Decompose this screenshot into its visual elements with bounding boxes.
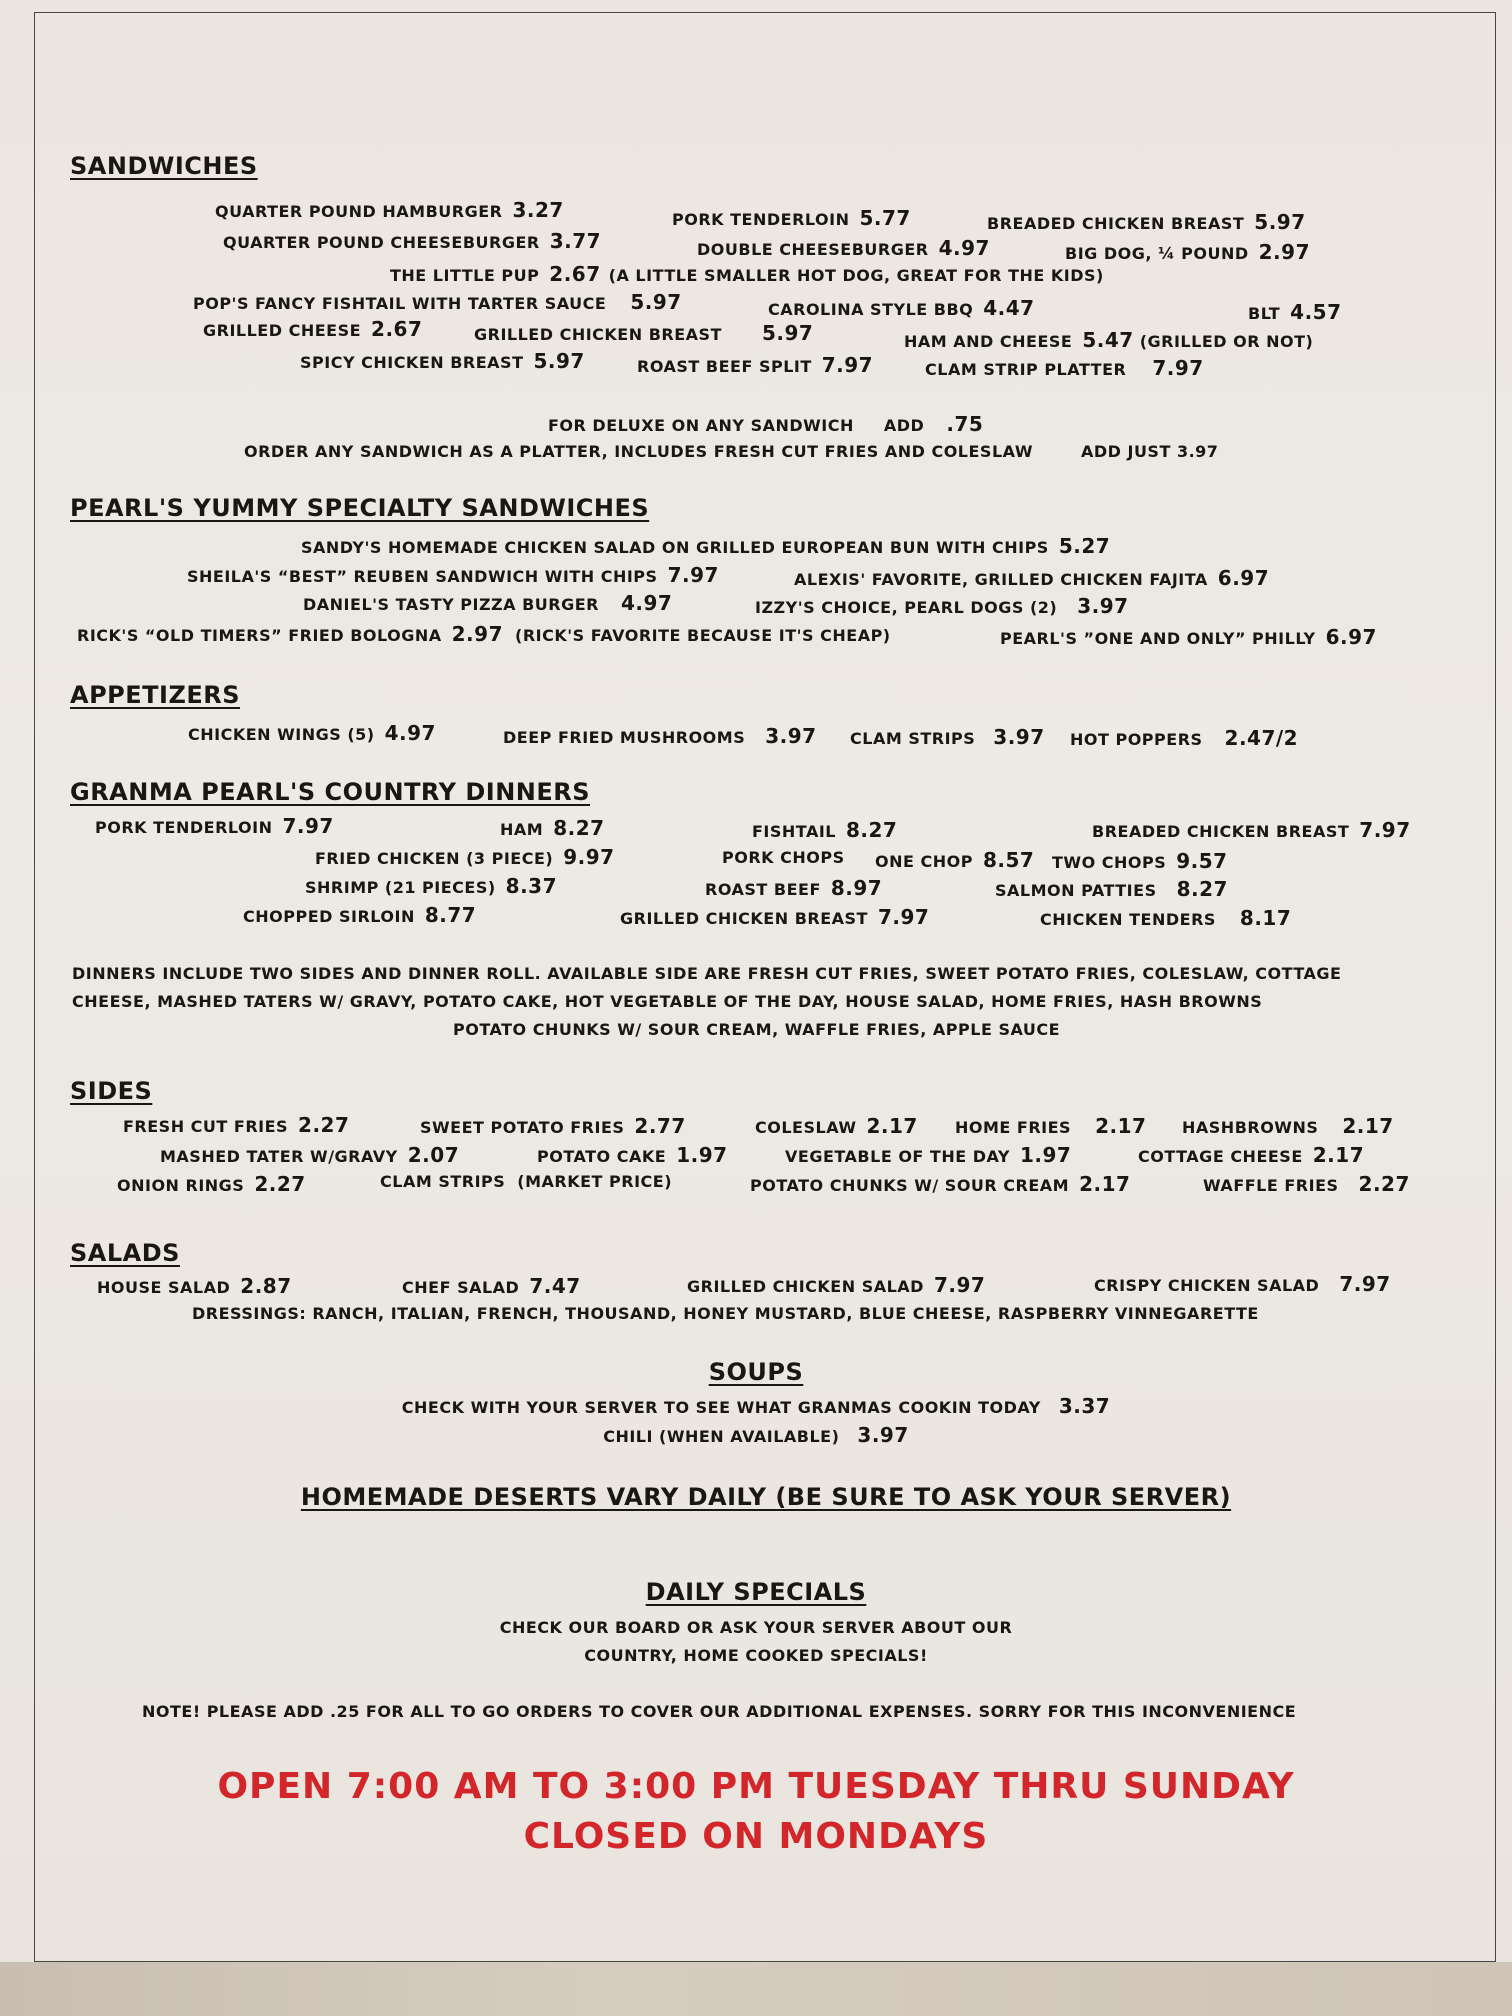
item-name: POTATO CHUNKS W/ SOUR CREAM xyxy=(750,1176,1070,1195)
item-price: 2.27 xyxy=(254,1172,306,1196)
deserts-heading: HOMEMADE DESERTS VARY DAILY (BE SURE TO ASK YOUR SERVER) xyxy=(300,1483,1232,1511)
item-price: 2.97 xyxy=(451,622,503,646)
item-name: SHRIMP (21 PIECES) xyxy=(305,878,496,897)
menu-item xyxy=(687,1273,985,1297)
item-name: POP'S FANCY FISHTAIL WITH TARTER SAUCE xyxy=(193,294,607,313)
menu-item xyxy=(697,236,990,260)
menu-item xyxy=(750,1172,1130,1196)
item-name: ALEXIS' FAVORITE, GRILLED CHICKEN FAJITA xyxy=(794,570,1208,589)
to-go-note xyxy=(142,1702,1296,1722)
item-price: 2.67 xyxy=(371,317,423,341)
soup-text: CHILI (WHEN AVAILABLE) xyxy=(603,1427,840,1446)
item-name: CHICKEN WINGS (5) xyxy=(188,725,375,744)
specialty-heading: PEARL'S YUMMY SPECIALTY SANDWICHES xyxy=(70,494,650,522)
menu-item xyxy=(537,1143,728,1167)
item-name: POTATO CAKE xyxy=(537,1147,667,1166)
item-name: SPICY CHICKEN BREAST xyxy=(300,353,524,372)
item-name: BLT xyxy=(1248,304,1281,323)
item-name: BREADED CHICKEN BREAST xyxy=(1092,822,1350,841)
item-price: 8.27 xyxy=(846,818,898,842)
item-name: CAROLINA STYLE BBQ xyxy=(768,300,974,319)
dinner-note-text: DINNERS INCLUDE TWO SIDES AND DINNER ROLL. AVAILABLE SIDE ARE FRESH CUT FRIES, SWEET POTATO FRIES, COLESLAW, COTTAGE xyxy=(72,964,1342,983)
deluxe-line xyxy=(548,412,983,436)
menu-item xyxy=(722,848,845,868)
menu-item xyxy=(955,1114,1146,1138)
item-name: QUARTER POUND HAMBURGER xyxy=(215,202,503,221)
sandwiches-heading: SANDWICHES xyxy=(70,152,258,180)
item-price: 1.97 xyxy=(1019,1143,1072,1167)
item-price: 2.87 xyxy=(240,1274,292,1298)
item-name: THE LITTLE PUP xyxy=(390,266,540,285)
item-name: SALMON PATTIES xyxy=(995,881,1157,900)
item-price: 2.47/2 xyxy=(1224,726,1299,750)
item-price: (MARKET PRICE) xyxy=(517,1172,673,1191)
item-name: DANIEL'S TASTY PIZZA BURGER xyxy=(303,595,599,614)
item-name: PORK TENDERLOIN xyxy=(672,210,850,229)
menu-item xyxy=(193,290,682,314)
dinners-heading: GRANMA PEARL'S COUNTRY DINNERS xyxy=(70,778,591,806)
menu-item xyxy=(1000,625,1377,649)
item-price: 7.47 xyxy=(529,1274,581,1298)
platter-line xyxy=(244,442,1218,462)
item-name: FRESH CUT FRIES xyxy=(123,1117,289,1136)
item-name: GRILLED CHICKEN SALAD xyxy=(687,1277,924,1296)
item-price: 2.17 xyxy=(1095,1114,1147,1138)
item-name: FISHTAIL xyxy=(752,822,836,841)
item-price: 7.97 xyxy=(877,905,930,929)
item-name: WAFFLE FRIES xyxy=(1203,1176,1339,1195)
menu-item xyxy=(1092,818,1411,842)
menu-item xyxy=(752,818,897,842)
item-name: CLAM STRIP PLATTER xyxy=(925,360,1127,379)
item-name: HASHBROWNS xyxy=(1182,1118,1319,1137)
item-price: 4.47 xyxy=(983,296,1035,320)
item-name: ROAST BEEF SPLIT xyxy=(637,357,812,376)
item-price: 2.17 xyxy=(1342,1114,1394,1138)
item-price: 9.97 xyxy=(563,845,615,869)
menu-item xyxy=(420,1114,686,1138)
menu-item xyxy=(301,534,1110,558)
menu-item xyxy=(474,321,813,345)
menu-item xyxy=(785,1143,1071,1167)
dinner-note-line xyxy=(72,964,1341,984)
item-price: 5.97 xyxy=(533,349,585,373)
menu-item xyxy=(390,262,1104,286)
item-name: COLESLAW xyxy=(755,1118,857,1137)
item-price: 2.67 xyxy=(549,262,601,286)
menu-item xyxy=(1248,300,1342,324)
menu-item xyxy=(925,356,1204,380)
item-price: 8.17 xyxy=(1239,906,1292,930)
item-price: 6.97 xyxy=(1325,625,1377,649)
item-price: 3.27 xyxy=(512,198,564,222)
daily-specials-line: CHECK OUR BOARD OR ASK YOUR SERVER ABOUT OUR xyxy=(499,1618,1013,1637)
item-name: ONE CHOP xyxy=(875,852,973,871)
menu-item xyxy=(705,876,882,900)
item-name: BREADED CHICKEN BREAST xyxy=(987,214,1245,233)
item-price: 2.07 xyxy=(407,1143,460,1167)
item-price: 5.77 xyxy=(859,206,911,230)
menu-item xyxy=(794,566,1269,590)
deluxe-text: FOR DELUXE ON ANY SANDWICH xyxy=(548,416,854,435)
dinner-note-text: CHEESE, MASHED TATERS W/ GRAVY, POTATO CAKE, HOT VEGETABLE OF THE DAY, HOUSE SALAD, HOME FRIES, HASH BROWNS xyxy=(72,992,1263,1011)
item-price: 2.17 xyxy=(866,1114,918,1138)
item-price: 7.97 xyxy=(1152,356,1204,380)
dinner-note-text: POTATO CHUNKS W/ SOUR CREAM, WAFFLE FRIES, APPLE SAUCE xyxy=(453,1020,1061,1039)
item-note: (A LITTLE SMALLER HOT DOG, GREAT FOR THE KIDS) xyxy=(608,266,1104,285)
menu-item xyxy=(160,1143,459,1167)
item-name: GRILLED CHICKEN BREAST xyxy=(474,325,722,344)
item-price: 9.57 xyxy=(1176,849,1228,873)
item-price: 8.27 xyxy=(553,816,605,840)
menu-item xyxy=(1052,849,1228,873)
item-name: CRISPY CHICKEN SALAD xyxy=(1094,1276,1320,1295)
item-price: 8.27 xyxy=(1176,877,1228,901)
item-price: 7.97 xyxy=(282,814,334,838)
item-name: CHOPPED SIRLOIN xyxy=(243,907,415,926)
menu-item xyxy=(503,724,817,748)
menu-item xyxy=(123,1113,349,1137)
soups-heading: SOUPS xyxy=(708,1358,804,1386)
hours-closed: CLOSED ON MONDAYS xyxy=(523,1816,989,1857)
menu-item xyxy=(755,1114,918,1138)
menu-item xyxy=(117,1172,306,1196)
item-name: HAM AND CHEESE xyxy=(904,332,1073,351)
item-price: 5.97 xyxy=(630,290,682,314)
item-price: 7.97 xyxy=(1359,818,1411,842)
item-price: 7.97 xyxy=(933,1273,986,1297)
item-price: 3.97 xyxy=(993,725,1045,749)
menu-item xyxy=(315,845,615,869)
item-name: SANDY'S HOMEMADE CHICKEN SALAD ON GRILLED EUROPEAN BUN WITH CHIPS xyxy=(301,538,1049,557)
item-name: HAM xyxy=(500,820,544,839)
item-price: 8.37 xyxy=(505,874,558,898)
platter-text: ORDER ANY SANDWICH AS A PLATTER, INCLUDES FRESH CUT FRIES AND COLESLAW xyxy=(244,442,1033,461)
menu-item xyxy=(1182,1114,1394,1138)
salads-heading: SALADS xyxy=(70,1239,180,1267)
menu-item xyxy=(1040,906,1291,930)
menu-item xyxy=(300,349,585,373)
item-price: 5.27 xyxy=(1058,534,1111,558)
menu-item xyxy=(215,198,564,222)
daily-specials-line: COUNTRY, HOME COOKED SPECIALS! xyxy=(584,1646,928,1665)
menu-item xyxy=(188,721,436,745)
item-price: 2.77 xyxy=(634,1114,686,1138)
item-price: 2.17 xyxy=(1312,1143,1365,1167)
item-name: FRIED CHICKEN (3 PIECE) xyxy=(315,849,554,868)
item-price: 7.97 xyxy=(821,353,874,377)
item-price: 5.47 xyxy=(1082,328,1134,352)
item-name: VEGETABLE OF THE DAY xyxy=(785,1147,1010,1166)
item-price: 8.77 xyxy=(424,903,477,927)
item-name: SWEET POTATO FRIES xyxy=(420,1118,625,1137)
menu-item xyxy=(187,563,719,587)
menu-item xyxy=(380,1172,672,1192)
item-price: 7.97 xyxy=(667,563,719,587)
dressings-text: DRESSINGS: RANCH, ITALIAN, FRENCH, THOUSAND, HONEY MUSTARD, BLUE CHEESE, RASPBERRY VINNEGARETTE xyxy=(192,1304,1259,1323)
item-price: 4.97 xyxy=(621,591,673,615)
menu-item xyxy=(243,903,476,927)
deluxe-add: ADD xyxy=(883,416,925,435)
item-name: DOUBLE CHEESEBURGER xyxy=(697,240,929,259)
menu-item xyxy=(1065,240,1310,264)
menu-item xyxy=(875,848,1034,872)
item-name: ROAST BEEF xyxy=(705,880,821,899)
to-go-note-text: NOTE! PLEASE ADD .25 FOR ALL TO GO ORDERS TO COVER OUR ADDITIONAL EXPENSES. SORRY FOR THIS INCONVENIENCE xyxy=(142,1702,1297,1721)
appetizers-heading: APPETIZERS xyxy=(70,681,241,709)
menu-item xyxy=(303,591,672,615)
menu-item xyxy=(904,328,1313,352)
item-name: CHEF SALAD xyxy=(402,1278,520,1297)
item-price: 5.97 xyxy=(1254,210,1306,234)
item-name: CHICKEN TENDERS xyxy=(1040,910,1216,929)
menu-item xyxy=(637,353,873,377)
menu-item xyxy=(402,1274,581,1298)
item-price: 4.57 xyxy=(1290,300,1342,324)
item-price: 1.97 xyxy=(676,1143,728,1167)
item-name: GRILLED CHICKEN BREAST xyxy=(620,909,868,928)
soup-price: 3.37 xyxy=(1058,1394,1111,1418)
hours-open: OPEN 7:00 AM TO 3:00 PM TUESDAY THRU SUNDAY xyxy=(217,1766,1295,1807)
item-price: 5.97 xyxy=(761,321,814,345)
item-name: RICK'S “OLD TIMERS” FRIED BOLOGNA xyxy=(77,626,442,645)
menu-item xyxy=(203,317,422,341)
item-name: CLAM STRIPS xyxy=(850,729,976,748)
dressings-line xyxy=(192,1304,1259,1324)
deluxe-price: .75 xyxy=(946,412,984,436)
menu-item xyxy=(850,725,1045,749)
menu-item xyxy=(672,206,911,230)
item-price: 3.77 xyxy=(549,229,602,253)
menu-item xyxy=(755,594,1129,618)
menu-item xyxy=(1138,1143,1364,1167)
item-price: 7.97 xyxy=(1339,1272,1391,1296)
item-name: ONION RINGS xyxy=(117,1176,245,1195)
table-surface xyxy=(0,1962,1512,2016)
item-name: PORK CHOPS xyxy=(722,848,845,867)
menu-item xyxy=(1070,726,1298,750)
dinner-note-line xyxy=(453,1020,1060,1040)
item-price: 2.97 xyxy=(1258,240,1310,264)
item-name: IZZY'S CHOICE, PEARL DOGS (2) xyxy=(755,598,1058,617)
menu-item xyxy=(768,296,1035,320)
soup-line xyxy=(0,1423,1512,1447)
menu-item xyxy=(95,814,334,838)
item-name: TWO CHOPS xyxy=(1052,853,1167,872)
item-price: 6.97 xyxy=(1217,566,1270,590)
soup-line xyxy=(0,1394,1512,1418)
item-name: HOT POPPERS xyxy=(1070,730,1203,749)
menu-item xyxy=(77,622,891,646)
item-name: BIG DOG, ¼ POUND xyxy=(1065,244,1249,263)
item-name: HOME FRIES xyxy=(955,1118,1072,1137)
item-price: 4.97 xyxy=(938,236,990,260)
menu-item xyxy=(500,816,605,840)
item-name: PEARL'S ”ONE AND ONLY” PHILLY xyxy=(1000,629,1316,648)
item-name: SHEILA'S “BEST” REUBEN SANDWICH WITH CHIPS xyxy=(187,567,658,586)
item-name: CLAM STRIPS xyxy=(380,1172,506,1191)
menu-item xyxy=(1203,1172,1410,1196)
item-note: (RICK'S FAVORITE BECAUSE IT'S CHEAP) xyxy=(515,626,891,645)
item-name: QUARTER POUND CHEESEBURGER xyxy=(223,233,540,252)
item-name: PORK TENDERLOIN xyxy=(95,818,273,837)
item-name: HOUSE SALAD xyxy=(97,1278,231,1297)
soup-text: CHECK WITH YOUR SERVER TO SEE WHAT GRANMAS COOKIN TODAY xyxy=(401,1398,1041,1417)
item-price: 8.57 xyxy=(982,848,1035,872)
menu-item xyxy=(305,874,557,898)
menu-item xyxy=(620,905,929,929)
dinner-note-line xyxy=(72,992,1262,1012)
soup-price: 3.97 xyxy=(857,1423,909,1447)
item-price: 3.97 xyxy=(765,724,817,748)
menu-item xyxy=(97,1274,292,1298)
item-price: 4.97 xyxy=(384,721,436,745)
menu-item xyxy=(1094,1272,1391,1296)
item-name: COTTAGE CHEESE xyxy=(1138,1147,1303,1166)
menu-item xyxy=(995,877,1228,901)
item-price: 2.27 xyxy=(1358,1172,1410,1196)
menu-item xyxy=(987,210,1306,234)
daily-specials-heading: DAILY SPECIALS xyxy=(645,1578,867,1606)
item-price: 2.17 xyxy=(1079,1172,1131,1196)
item-price: 2.27 xyxy=(298,1113,350,1137)
platter-add: ADD JUST 3.97 xyxy=(1080,442,1219,461)
item-name: DEEP FRIED MUSHROOMS xyxy=(503,728,746,747)
item-price: 8.97 xyxy=(830,876,883,900)
item-name: MASHED TATER W/GRAVY xyxy=(160,1147,398,1166)
item-note: (GRILLED OR NOT) xyxy=(1139,332,1314,351)
menu-item xyxy=(223,229,601,253)
sides-heading: SIDES xyxy=(70,1077,153,1105)
item-price: 3.97 xyxy=(1077,594,1129,618)
item-name: GRILLED CHEESE xyxy=(203,321,362,340)
